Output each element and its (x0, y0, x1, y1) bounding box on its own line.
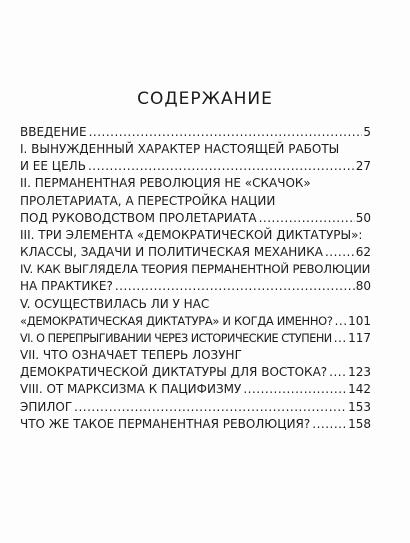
toc-entry (20, 330, 371, 347)
toc-page-number: 50 (355, 210, 371, 225)
toc-entry-text: «ДЕМОКРАТИЧЕСКАЯ ДИКТАТУРА» И КОГДА ИМЕННО? (20, 313, 333, 328)
toc-entry (20, 296, 371, 330)
toc-entry-last-line (20, 416, 371, 433)
toc-entry-text: IV. КАК ВЫГЛЯДЕЛА ТЕОРИЯ ПЕРМАНЕНТНОЙ РЕВОЛЮЦИИ (20, 262, 371, 277)
toc-entry-text: ВВЕДЕНИЕ (20, 125, 87, 139)
dot-leader (115, 278, 355, 295)
toc-entry-text: I. ВЫНУЖДЕННЫЙ ХАРАКТЕР НАСТОЯЩЕЙ РАБОТЫ (20, 142, 340, 157)
toc-entry (20, 175, 371, 226)
toc-entry-last-line (20, 313, 371, 330)
toc-entry (20, 399, 371, 416)
toc-entry-line (20, 227, 371, 244)
toc-entry-text: III. ТРИ ЭЛЕМЕНТА «ДЕМОКРАТИЧЕСКОЙ ДИКТАТУРЫ»: (20, 227, 363, 242)
toc-title: СОДЕРЖАНИЕ (137, 89, 273, 109)
toc-entry-line (20, 296, 371, 313)
toc-entry (20, 416, 371, 433)
toc-entry-text: VI. О ПЕРЕПРЫГИВАНИИ ЧЕРЕЗ ИСТОРИЧЕСКИЕ СТУПЕНИ (20, 331, 332, 345)
toc-page-number: 123 (348, 365, 371, 380)
toc-entry-text: V. ОСУЩЕСТВИЛАСЬ ЛИ У НАС (20, 296, 210, 311)
dot-leader (334, 330, 347, 347)
toc-entry-text: ПРОЛЕТАРИАТА, А ПЕРЕСТРОЙКА НАЦИИ (20, 193, 276, 208)
toc-entry-last-line (20, 278, 371, 295)
toc-entry-last-line (20, 364, 371, 381)
dot-leader (335, 313, 347, 330)
toc-entry-text: НА ПРАКТИКЕ? (20, 279, 113, 294)
toc-entry (20, 347, 371, 381)
toc-entry-text: ДЕМОКРАТИЧЕСКОЙ ДИКТАТУРЫ ДЛЯ ВОСТОКА? (20, 365, 328, 380)
toc-entry-last-line (20, 244, 371, 261)
table-of-contents (20, 124, 371, 433)
toc-page-number: 101 (348, 313, 371, 328)
toc-entry (20, 227, 371, 261)
toc-entry-line (20, 141, 371, 158)
toc-entry-last-line (20, 381, 371, 398)
toc-entry-line (20, 347, 371, 364)
toc-page-number: 117 (348, 330, 371, 345)
toc-entry-line (20, 261, 371, 278)
dot-leader (312, 416, 347, 433)
toc-page-number: 80 (355, 279, 371, 294)
toc-entry (20, 124, 371, 141)
toc-entry-last-line (20, 124, 371, 141)
dot-leader (74, 399, 347, 416)
toc-entry (20, 261, 371, 295)
toc-page-number: 153 (348, 399, 371, 414)
toc-entry-text: II. ПЕРМАНЕНТНАЯ РЕВОЛЮЦИЯ НЕ «СКАЧОК» (20, 176, 311, 191)
dot-leader (88, 158, 355, 175)
toc-entry-last-line (20, 330, 371, 347)
dot-leader (259, 210, 355, 227)
toc-entry-text: ЭПИЛОГ (20, 399, 73, 414)
toc-entry-text: КЛАССЫ, ЗАДАЧИ И ПОЛИТИЧЕСКАЯ МЕХАНИКА (20, 245, 323, 260)
dot-leader (243, 381, 347, 398)
toc-entry-text: VIII. ОТ МАРКСИЗМА К ПАЦИФИЗМУ (20, 382, 242, 397)
toc-entry (20, 141, 371, 175)
toc-entry-text: ЧТО ЖЕ ТАКОЕ ПЕРМАНЕНТНАЯ РЕВОЛЮЦИЯ? (20, 416, 311, 431)
toc-entry-last-line (20, 210, 371, 227)
toc-page-number: 158 (348, 416, 371, 431)
toc-entry-last-line (20, 399, 371, 416)
toc-page-number: 142 (348, 382, 371, 397)
toc-entry-last-line (20, 158, 371, 175)
toc-entry-text: VII. ЧТО ОЗНАЧАЕТ ТЕПЕРЬ ЛОЗУНГ (20, 348, 242, 363)
toc-entry-line (20, 175, 371, 192)
toc-page-number: 5 (363, 125, 371, 139)
toc-page-number: 27 (355, 159, 371, 174)
toc-entry-line (20, 193, 371, 210)
toc-entry-text: И ЕЕ ЦЕЛЬ (20, 159, 86, 174)
toc-page-number: 62 (355, 245, 371, 260)
toc-entry-text: ПОД РУКОВОДСТВОМ ПРОЛЕТАРИАТА (20, 210, 257, 225)
toc-entry (20, 381, 371, 398)
dot-leader (329, 364, 347, 381)
dot-leader (89, 124, 363, 141)
dot-leader (325, 244, 355, 261)
